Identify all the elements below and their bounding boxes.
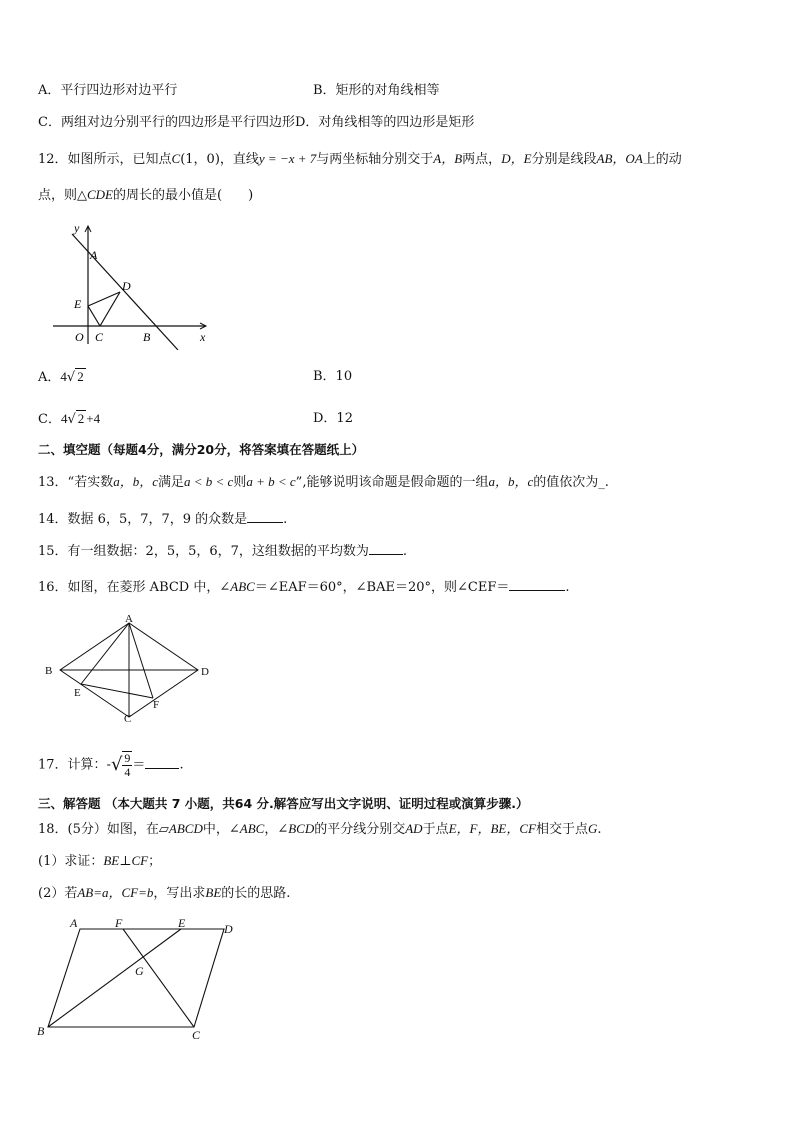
q13-text: 满足: [157, 475, 184, 490]
segment-dc: [100, 292, 120, 326]
answer-blank[interactable]: [247, 508, 283, 523]
q12-text: 两点，: [462, 152, 502, 167]
section-3-heading: 三、解答题 （本大题共 7 小题，共64 分.解答应写出文字说明、证明过程或演算步骤.）: [38, 796, 529, 811]
label-c: C: [124, 713, 132, 724]
option-radicand: 2: [77, 411, 85, 426]
q12-text: 点，则△: [38, 188, 87, 203]
q14: [38, 508, 287, 530]
q11-option-b: B．矩形的对角线相等: [313, 83, 440, 98]
q16-tail: .: [565, 580, 570, 595]
label-x: x: [200, 330, 206, 344]
segment-ae: [81, 623, 129, 684]
q12-text: 12．如图所示，已知点: [38, 152, 172, 167]
label-f: F: [153, 699, 160, 711]
label-b: B: [45, 665, 53, 677]
answer-blank[interactable]: [145, 754, 179, 769]
q13-text: ”,能够说明该命题是假命题的一组: [295, 475, 489, 490]
q12-segments: AB，OA: [596, 151, 643, 166]
q15: [38, 540, 407, 562]
q13-text: 则: [233, 475, 247, 490]
q16-figure: [40, 612, 220, 724]
label-a: A: [70, 916, 78, 930]
answer-blank[interactable]: [369, 540, 403, 555]
q11-option-d: D．对角线相等的四边形是矩形: [294, 115, 475, 130]
fraction-denominator: 4: [124, 765, 131, 779]
q18-given: AB=a，CF=b: [77, 885, 154, 900]
segment-ef: [81, 684, 153, 698]
label-d: D: [201, 666, 209, 678]
segment-af: [129, 623, 153, 698]
q18-stem: [38, 819, 602, 840]
option-label: C．: [38, 412, 61, 427]
label-b: B: [37, 1024, 45, 1038]
label-d: D: [224, 922, 233, 936]
q12-points-de: D，E: [501, 151, 532, 166]
section-2-heading: 二、填空题（每题4分，满分20分，将答案填在答题纸上）: [38, 442, 365, 457]
q11-option-c-d: [38, 113, 474, 133]
option-label: A．: [38, 370, 61, 385]
q18-text: (2）若: [38, 886, 78, 901]
q12-equation: y = −x + 7: [258, 151, 317, 166]
q16-text: 16．如图，在菱形 ABCD 中，∠: [38, 580, 231, 595]
q12-option-a: [38, 367, 86, 388]
q18-text: 18．(5分）如图，在▱: [38, 822, 169, 837]
segment-cf: [123, 929, 194, 1027]
q11-option-c: C．两组对边分别平行的四边形是平行四边形: [38, 115, 295, 130]
q18-text: 的长的思路.: [221, 886, 291, 901]
q17-fraction: [122, 751, 132, 779]
sqrt-icon: √: [66, 370, 76, 385]
q18-text: 中，∠: [202, 822, 240, 837]
q12-point-c: C: [171, 151, 181, 166]
q18-parallelogram: ABCD: [168, 821, 203, 836]
q12-text: 分别是线段: [531, 152, 597, 167]
q16: [38, 576, 570, 598]
q18-text: ，写出求: [153, 886, 206, 901]
q18-text: ；: [148, 854, 162, 869]
q12-triangle: CDE: [87, 187, 113, 202]
option-tail: +4: [86, 411, 101, 426]
label-e: E: [74, 687, 81, 699]
q18-points: E，F，BE，CF: [448, 821, 536, 836]
q18-segment: AD: [405, 821, 423, 836]
segment-ec: [88, 306, 100, 326]
q16-angle: ABC: [230, 579, 255, 594]
q18-claim: BE⊥CF: [103, 853, 149, 868]
sqrt-icon: √: [110, 754, 123, 775]
q17-text: 17．计算：-: [38, 757, 111, 773]
label-f: F: [115, 916, 123, 930]
label-a: A: [125, 613, 133, 625]
q12-option-d: D．12: [313, 411, 353, 426]
fraction-numerator: 9: [124, 751, 131, 765]
q18-angle: ABC: [239, 821, 265, 836]
q18-text: ，∠: [264, 822, 289, 837]
q13: [38, 472, 609, 493]
q15-tail: .: [402, 544, 408, 559]
q18-text: (1）求证：: [38, 854, 104, 869]
label-o: O: [75, 330, 84, 344]
q12-text: 的周长的最小值是( ): [113, 188, 254, 203]
label-c: C: [95, 330, 104, 344]
parallelogram-abcd: [48, 929, 224, 1027]
q13-text: 13．“若实数: [38, 475, 114, 490]
q17-equals: ＝: [132, 757, 146, 773]
option-coef: 4: [60, 369, 67, 384]
q12-text: 与两坐标轴分别交于: [316, 152, 434, 167]
q12-points-ab: A，B: [433, 151, 463, 166]
segment-be: [48, 929, 181, 1027]
q13-vars: a，b，c: [113, 474, 158, 489]
answer-blank[interactable]: [509, 576, 565, 591]
q12-option-b: B．10: [313, 369, 353, 384]
q14-tail: .: [283, 512, 288, 527]
q12-option-c: [38, 409, 100, 430]
q18-point-g: G: [588, 821, 598, 836]
q18-sub2: [38, 883, 290, 904]
q12-stem-line2: [38, 185, 253, 206]
label-b: B: [143, 330, 151, 344]
q12-text: (1，0)，直线: [180, 152, 259, 167]
q12-figure: [48, 220, 218, 350]
label-e: E: [178, 916, 186, 930]
option-radicand: 2: [77, 369, 84, 384]
q15-text: 15．有一组数据：2，5，5，6，7，这组数据的平均数为: [38, 544, 369, 559]
q14-text: 14．数据 6，5，7，7，9 的众数是: [38, 512, 248, 527]
label-a: A: [90, 248, 98, 262]
label-e: E: [74, 297, 82, 311]
q18-figure: [34, 915, 244, 1045]
q13-text: 的值依次为_.: [533, 475, 609, 490]
q11-option-a: A．平行四边形对边平行: [38, 83, 178, 98]
q18-text: 的平分线分别交: [314, 822, 406, 837]
label-g: G: [135, 964, 144, 978]
q13-condition: a < b < c: [184, 474, 234, 489]
q13-vars: a，b，c: [488, 474, 534, 489]
q18-text: 于点: [422, 822, 449, 837]
q12-stem-line1: [38, 149, 682, 170]
q18-sub1: [38, 851, 161, 872]
q13-conclusion: a + b < c: [246, 474, 296, 489]
q18-text: .: [597, 822, 602, 837]
q17-tail: .: [179, 757, 184, 773]
q18-text: 相交于点: [535, 822, 588, 837]
label-d: D: [122, 279, 131, 293]
q18-segment: BE: [205, 885, 222, 900]
label-y: y: [74, 221, 80, 235]
label-c: C: [192, 1028, 201, 1042]
q16-text: ＝∠EAF＝60°，∠BAE＝20°，则∠CEF＝: [254, 580, 510, 595]
q12-text: 上的动: [642, 152, 682, 167]
option-coef: 4: [60, 411, 68, 426]
q18-angle: BCD: [288, 821, 315, 836]
sqrt-icon: √: [67, 412, 76, 427]
q17: [38, 748, 184, 783]
